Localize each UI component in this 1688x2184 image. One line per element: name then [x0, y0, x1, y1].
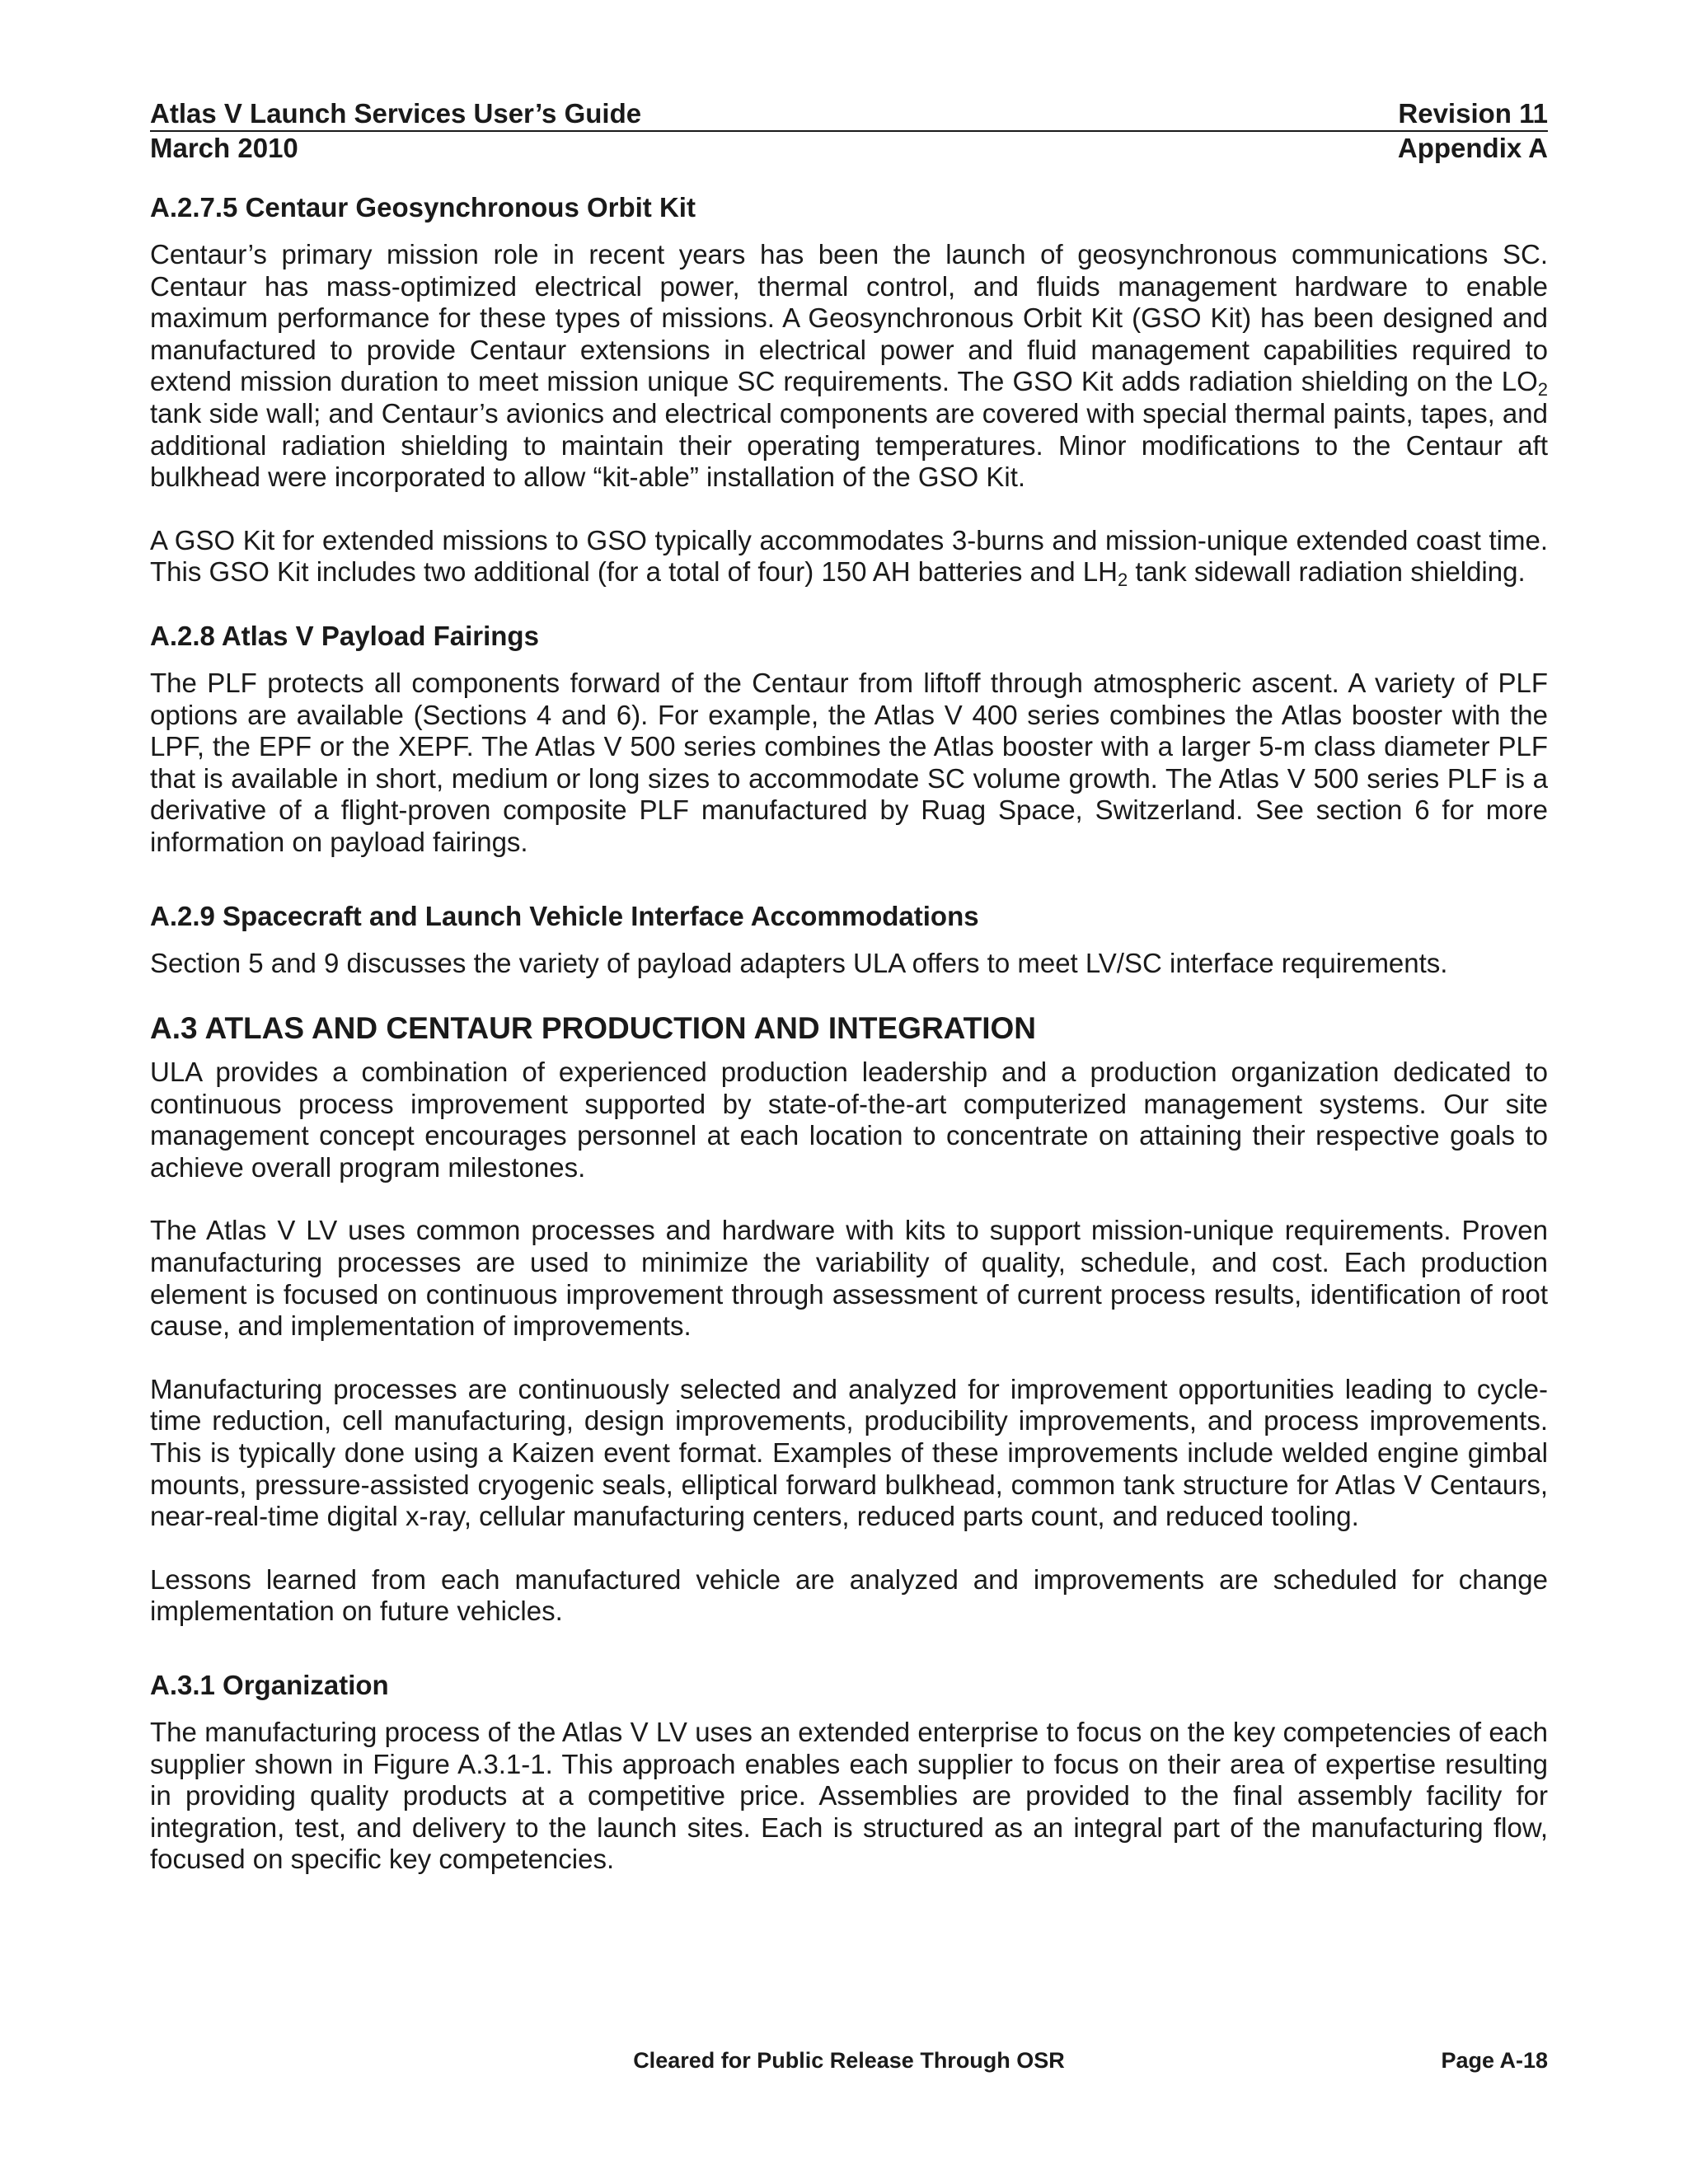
paragraph-organization: The manufacturing process of the Atlas V LV uses an extended enterprise to focus on the key competencies of each supplier shown in Figure A.3.1-1. This approach enables each supplier to focus on their area of expertise resulting in providing quality products at a competitive price. Assemblies are provided to the final assembly facility for integration, test, and delivery to the launch sites. Each is structured as an integral part of the manufacturing flow, focused on specific key competencies.: [150, 1717, 1548, 1875]
revision-label: Revision 11: [1398, 98, 1548, 129]
paragraph-text: Centaur’s primary mission role in recent years has been the launch of geosynchronous communications SC. Centaur has mass-optimized electrical power, thermal control, and fluids management hardware to enable maximum performance for these types of missions. A Geosynchronous Orbit Kit (GSO Kit) has been designed and manufactured to provide Centaur extensions in electrical power and fluid management capabilities required to extend mission duration to meet mission unique SC requirements. The GSO Kit adds radiation shielding on the LO: [150, 239, 1548, 397]
paragraph-production-3: Manufacturing processes are continuously selected and analyzed for improvement opportunities leading to cycle-time reduction, cell manufacturing, design improvements, producibility improvements, and process improvements. This is typically done using a Kaizen event format. Examples of these improvements include welded engine gimbal mounts, pressure-assisted cryogenic seals, elliptical forward bulkhead, common tank structure for Atlas V Centaurs, near-real-time digital x-ray, cellular manufacturing centers, reduced parts count, and reduced tooling.: [150, 1373, 1548, 1532]
header-row-bottom: [150, 132, 1548, 165]
paragraph-production-1: ULA provides a combination of experienced production leadership and a production organization dedicated to continuous process improvement supported by state-of-the-art computerized management systems. Our site management concept encourages personnel at each location to concentrate on attaining their respective goals to achieve overall program milestones.: [150, 1057, 1548, 1183]
header-row-top: [150, 97, 1548, 132]
page-number: Page A-18: [1441, 2048, 1548, 2073]
document-title: Atlas V Launch Services User’s Guide: [150, 98, 642, 129]
heading-a-2-9: A.2.9 Spacecraft and Launch Vehicle Interface Accommodations: [150, 900, 979, 931]
paragraph-gso-kit-2: [150, 524, 1548, 591]
paragraph-text: A GSO Kit for extended missions to GSO typically accommodates 3-burns and mission-unique extended coast time. This GSO Kit includes two additional (for a total of four) 150 AH batteries and LH: [150, 524, 1548, 588]
page-content: [150, 191, 1548, 1876]
paragraph-gso-kit-1: [150, 239, 1548, 494]
paragraph-production-2: The Atlas V LV uses common processes and hardware with kits to support mission-unique requirements. Proven manufacturing processes are used to minimize the variability of quality, schedule, and cost. Each production element is focused on continuous improvement through assessment of current process results, identification of root cause, and implementation of improvements.: [150, 1215, 1548, 1342]
paragraph-production-4: Lessons learned from each manufactured vehicle are analyzed and improvements are scheduled for change implementation on future vehicles.: [150, 1563, 1548, 1627]
heading-a-2-7-5: A.2.7.5 Centaur Geosynchronous Orbit Kit: [150, 192, 696, 223]
subscript: 2: [1117, 569, 1128, 591]
document-date: March 2010: [150, 133, 298, 163]
paragraph-payload-fairings: The PLF protects all components forward of the Centaur from liftoff through atmospheric ascent. A variety of PLF options are available (Sections 4 and 6). For example, the Atlas V 400 series combines the Atlas booster with the LPF, the EPF or the XEPF. The Atlas V 500 series combines the Atlas booster with a larger 5-m class diameter PLF that is available in short, medium or long sizes to accommodate SC volume growth. The Atlas V 500 series PLF is a derivative of a flight-proven composite PLF manufactured by Ruag Space, Switzerland. See section 6 for more information on payload fairings.: [150, 667, 1548, 857]
heading-a-3-1: A.3.1 Organization: [150, 1670, 389, 1700]
paragraph-text: tank sidewall radiation shielding.: [1128, 556, 1526, 588]
page-header: [150, 97, 1548, 165]
heading-a-2-8: A.2.8 Atlas V Payload Fairings: [150, 620, 539, 651]
paragraph-interface-accommodations: Section 5 and 9 discusses the variety of payload adapters ULA offers to meet LV/SC interface requirements.: [150, 947, 1448, 978]
subscript: 2: [1537, 379, 1548, 401]
appendix-label: Appendix A: [1397, 133, 1548, 163]
heading-a-3: A.3 ATLAS AND CENTAUR PRODUCTION AND INTEGRATION: [150, 1011, 1037, 1046]
paragraph-text: tank side wall; and Centaur’s avionics and electrical components are covered with special thermal paints, tapes, and additional radiation shielding to maintain their operating temperatures. Minor modifications to the Centaur aft bulkhead were incorporated to allow “kit-able” installation of the GSO Kit.: [150, 397, 1548, 493]
release-notice: Cleared for Public Release Through OSR: [633, 2048, 1065, 2073]
